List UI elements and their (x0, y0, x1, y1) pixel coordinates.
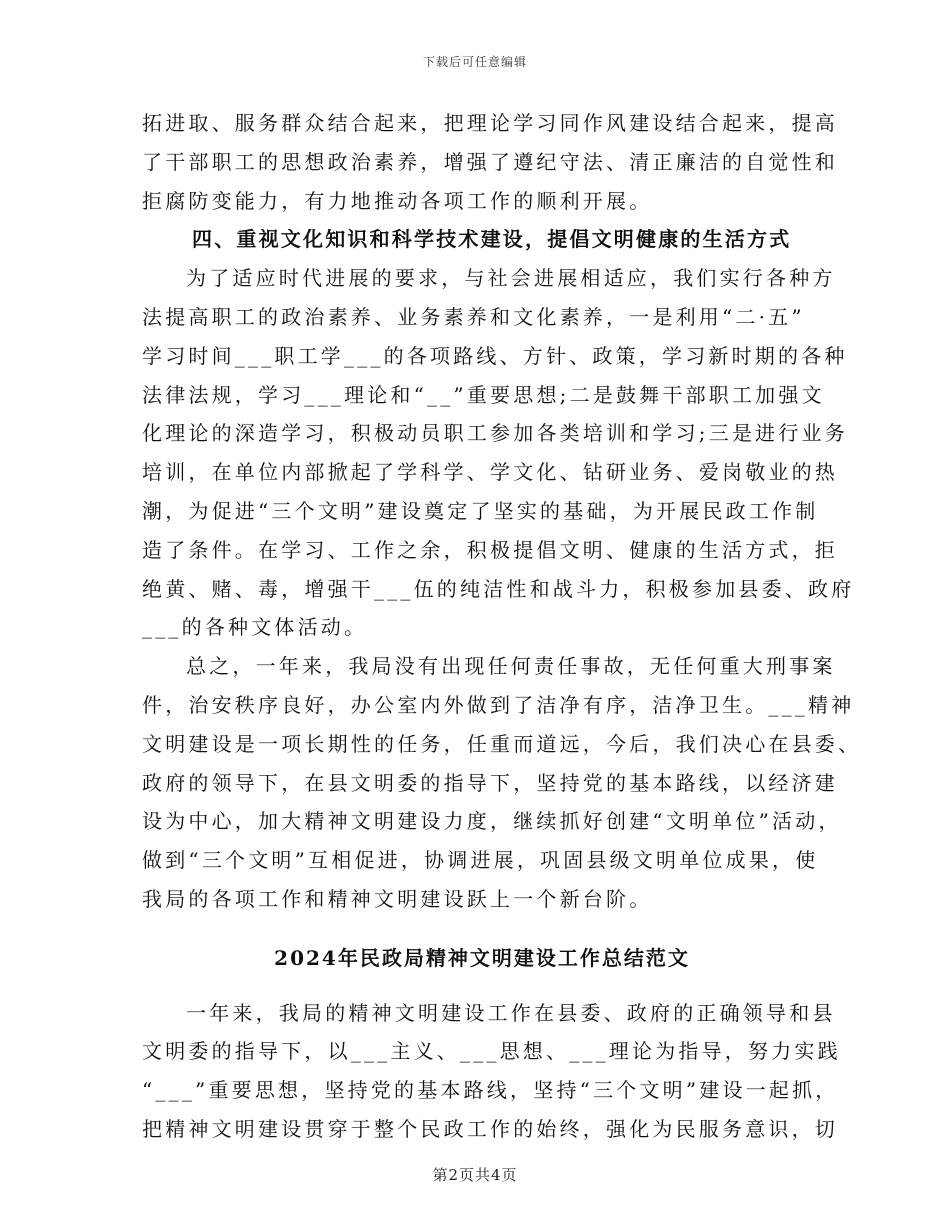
paragraph-summary (142, 647, 862, 919)
article-title: 2024年民政局精神文明建设工作总结范文 (274, 945, 690, 970)
text-line: 一年来，我局的精神文明建设工作在县委、政府的正确领导和县 (186, 1000, 836, 1025)
text-line: 我局的各项工作和精神文明建设跃上一个新台阶。 (142, 886, 653, 911)
text-line: 文明委的指导下，以___主义、___思想、___理论为指导，努力实践 (142, 1039, 841, 1064)
paragraph-article-intro (142, 994, 841, 1149)
text-line: “___”重要思想，坚持党的基本路线，坚持“三个文明”建设一起抓， (142, 1078, 839, 1103)
text-line: 学习时间___职工学___的各项路线、方针、政策，学习新时期的各种 (142, 343, 848, 368)
text-line: 做到“三个文明”互相促进，协调进展，巩固县级文明单位成果，使 (142, 848, 819, 873)
text-line: 潮，为促进“三个文明”建设奠定了坚实的基础，为开展民政工作制 (142, 498, 819, 523)
text-line: 造了条件。在学习、工作之余，积极提倡文明、健康的生活方式，拒 (142, 537, 838, 562)
text-line: 拓进取、服务群众结合起来，把理论学习同作风建设结合起来，提高 (142, 111, 838, 135)
text-line: 把精神文明建设贯穿于整个民政工作的始终，强化为民服务意识，切 (142, 1116, 838, 1141)
paragraph-culture (142, 259, 855, 647)
text-line: 为了适应时代进展的要求，与社会进展相适应，我们实行各种方 (186, 266, 836, 291)
paragraph-continuation (142, 104, 838, 220)
text-line: 总之，一年来，我局没有出现任何责任事故，无任何重大刑事案 (186, 654, 836, 679)
text-line: 设为中心，加大精神文明建设力度，继续抓好创建“文明单位”活动， (142, 809, 842, 834)
text-line: 文明建设是一项长期性的任务，任重而道远，今后，我们决心在县委、 (142, 731, 862, 756)
section-heading: 四、重视文化知识和科学技术建设，提倡文明健康的生活方式 (192, 227, 792, 252)
page-number: 第2页共4页 (432, 1166, 518, 1184)
text-line: 绝黄、赌、毒，增强干___伍的纯洁性和战斗力，积极参加县委、政府 (142, 576, 855, 601)
text-line: 政府的领导下，在县文明委的指导下，坚持党的基本路线，以经济建 (142, 770, 838, 795)
text-line: 拒腐防变能力，有力地推动各项工作的顺利开展。 (142, 188, 653, 213)
text-line: 化理论的深造学习，积极动员职工参加各类培训和学习;三是进行业务 (142, 421, 848, 446)
document-body (142, 104, 862, 1149)
text-line: 法提高职工的政治素养、业务素养和文化素养，一是利用“二·五” (142, 304, 805, 329)
text-line: 培训，在单位内部掀起了学科学、学文化、钻研业务、爱岗敬业的热 (142, 460, 838, 485)
header-note: 下载后可任意编辑 (422, 55, 527, 69)
text-line: 件，治安秩序良好，办公室内外做到了洁净有序，洁净卫生。___精神 (142, 692, 855, 717)
text-line: 法律法规，学习___理论和“__”重要思想;二是鼓舞干部职工加强文 (142, 382, 825, 407)
text-line: 了干部职工的思想政治素养，增强了遵纪守法、清正廉洁的自觉性和 (142, 149, 838, 174)
text-line: ___的各种文体活动。 (142, 615, 368, 640)
